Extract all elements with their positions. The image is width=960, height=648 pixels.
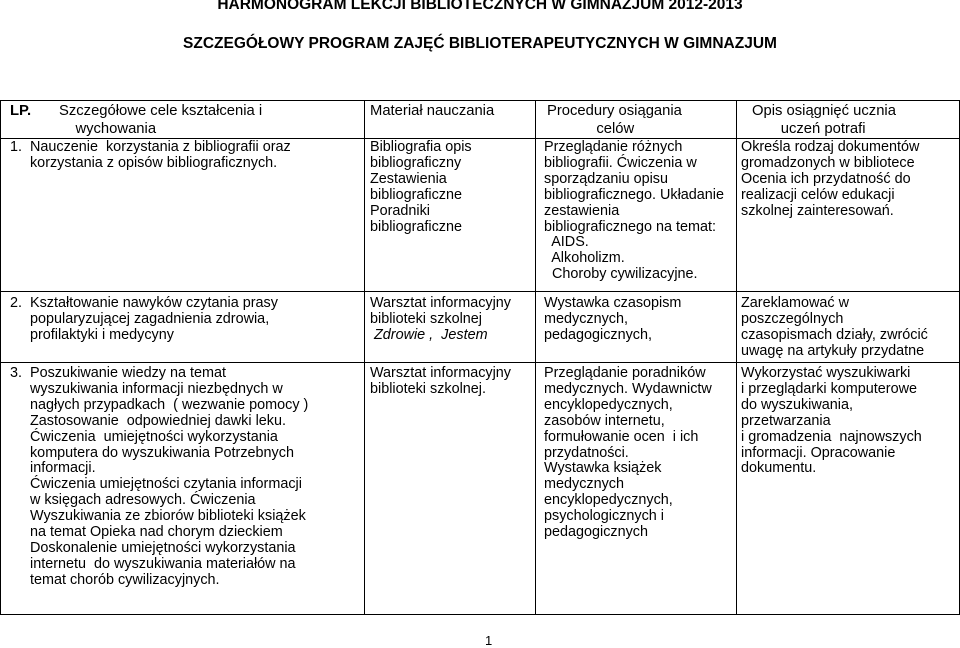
column-divider-1 xyxy=(364,100,365,615)
row-divider-1 xyxy=(0,291,960,292)
row-divider-2 xyxy=(0,362,960,363)
row2-procedure: Wystawka czasopism medycznych, pedagogicznych, xyxy=(544,295,682,343)
header-procedures: Procedury osiągania celów xyxy=(547,103,682,137)
row2-material-line3: Zdrowie , Jestem xyxy=(370,327,488,343)
table-border-bottom xyxy=(0,614,960,615)
row1-outcome: Określa rodzaj dokumentów gromadzonych w bibliotece Ocenia ich przydatność do realizacji celów edukacji szkolnej zainteresowań. xyxy=(741,139,920,219)
schedule-table xyxy=(0,100,960,615)
row3-outcome: Wykorzystać wyszukiwarki i przeglądarki komputerowe do wyszukiwania, przetwarzania i gromadzenia najnowszych informacji. Opracowanie dokumentu. xyxy=(741,365,922,477)
row2-outcome: Zareklamować w poszczególnych czasopismach działy, zwrócić uwagę na artykuły przydatne xyxy=(741,295,928,359)
table-border-top xyxy=(0,100,960,101)
table-border-left xyxy=(0,100,1,615)
row2-material-line1: Warsztat informacyjny xyxy=(370,295,512,311)
column-divider-2 xyxy=(535,100,536,615)
row1-procedure: Przeglądanie różnych bibliografii. Ćwiczenia w sporządzaniu opisu bibliograficznego. Układanie zestawienia bibliograficznego na temat: AIDS. Alkoholizm. Choroby cywilizacyjne. xyxy=(544,139,724,283)
row3-goal: 3. Poszukiwanie wiedzy na temat wyszukiwania informacji niezbędnych w nagłych przypadkach ( wezwanie pomocy ) Zastosowanie odpowiedniej dawki leku. Ćwiczenia umiejętności wykorzystania komputera do wyszukiwania Potrzebnych informacji. Ćwiczenia umiejętności czytania informacji w księgach adresowych. Ćwiczenia Wyszukiwania ze zbiorów biblioteki książek na temat Opieka nad chorym dzieckiem Doskonalenie umiejętności wykorzystania internetu do wyszukiwania materiałów na temat chorób cywilizacyjnych. xyxy=(10,365,309,588)
row1-goal: 1. Nauczenie korzystania z bibliografii oraz korzystania z opisów bibliograficznych. xyxy=(10,139,291,171)
header-lp: LP. xyxy=(10,103,32,119)
row2-material-line2: biblioteki szkolnej xyxy=(370,311,482,327)
header-material: Materiał nauczania xyxy=(370,103,495,119)
row1-material: Bibliografia opis bibliograficzny Zestawienia bibliograficzne Poradniki bibliograficzne xyxy=(370,139,472,235)
column-divider-3 xyxy=(736,100,737,615)
document-title: HARMONOGRAM LEKCJI BIBLIOTECZNYCH W GIMNAZJUM 2012-2013 xyxy=(217,0,743,13)
document-subtitle: SZCZEGÓŁOWY PROGRAM ZAJĘĆ BIBLIOTERAPEUTYCZNYCH W GIMNAZJUM xyxy=(183,35,777,52)
page-number: 1 xyxy=(485,633,493,648)
header-outcomes: Opis osiągnięć ucznia uczeń potrafi xyxy=(752,103,896,137)
row3-procedure: Przeglądanie poradników medycznych. Wydawnictw encyklopedycznych, zasobów internetu, formułowanie ocen i ich przydatności. Wystawka książek medycznych encyklopedycznych, psychologicznych i pedagogicznych xyxy=(544,365,712,541)
row2-goal: 2. Kształtowanie nawyków czytania prasy popularyzującej zagadnienia zdrowia, profilaktyki i medycyny xyxy=(10,295,278,343)
row3-material: Warsztat informacyjny biblioteki szkolnej. xyxy=(370,365,512,397)
header-goals: Szczegółowe cele kształcenia i wychowania xyxy=(59,103,263,137)
